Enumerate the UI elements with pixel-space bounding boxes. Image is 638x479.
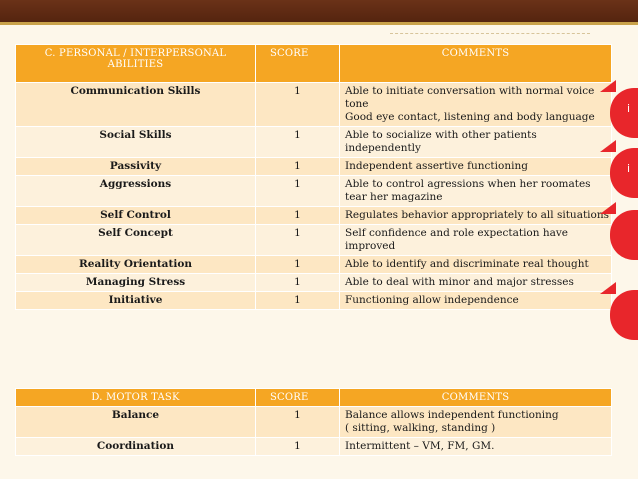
ability-cell: Reality Orientation xyxy=(16,256,256,274)
score-cell: 1 xyxy=(256,127,340,158)
comment-line: improved xyxy=(345,240,396,252)
table-row xyxy=(16,225,612,256)
comments-cell xyxy=(340,83,612,127)
score-cell: 1 xyxy=(256,158,340,176)
table-row xyxy=(16,83,612,127)
column-header-comments: COMMENTS xyxy=(340,389,612,407)
comments-cell xyxy=(340,127,612,158)
table-header-row xyxy=(16,389,612,407)
table-row xyxy=(16,292,612,310)
comment-line: tone xyxy=(345,98,369,110)
column-header-comments: COMMENTS xyxy=(340,45,612,83)
ability-cell: Passivity xyxy=(16,158,256,176)
callout-pointer xyxy=(600,140,616,152)
table-row xyxy=(16,256,612,274)
column-header-ability: C. PERSONAL / INTERPERSONAL ABILITIES xyxy=(16,45,256,83)
comment-line: Able to initiate conversation with normal voice xyxy=(345,85,595,97)
comments-cell xyxy=(340,207,612,225)
score-cell: 1 xyxy=(256,292,340,310)
column-header-ability: D. MOTOR TASK xyxy=(16,389,256,407)
score-cell: 1 xyxy=(256,176,340,207)
ability-cell: Initiative xyxy=(16,292,256,310)
comment-line: Able to control agressions when her roomates xyxy=(345,178,591,190)
table-row xyxy=(16,127,612,158)
score-cell: 1 xyxy=(256,225,340,256)
callout-pointer xyxy=(600,80,616,92)
comment-callout[interactable] xyxy=(610,290,638,340)
comment-line: Self confidence and role expectation have xyxy=(345,227,569,239)
comment-line: tear her magazine xyxy=(345,191,443,203)
comments-cell xyxy=(340,407,612,438)
table-row xyxy=(16,158,612,176)
ability-cell: Communication Skills xyxy=(16,83,256,127)
comment-line: Functioning allow independence xyxy=(345,294,519,306)
comment-line: Able to deal with minor and major stresses xyxy=(345,276,574,288)
ability-cell: Managing Stress xyxy=(16,274,256,292)
ability-cell: Self Concept xyxy=(16,225,256,256)
callout-text: i xyxy=(627,162,631,175)
table-row xyxy=(16,438,612,456)
comments-cell xyxy=(340,256,612,274)
comments-cell xyxy=(340,274,612,292)
column-header-score: SCORE xyxy=(256,45,340,83)
comment-line: Balance allows independent functioning xyxy=(345,409,559,421)
table-row xyxy=(16,274,612,292)
motor-task-table xyxy=(15,388,612,456)
table-row xyxy=(16,176,612,207)
callout-pointer xyxy=(600,202,616,214)
ability-cell: Aggressions xyxy=(16,176,256,207)
ability-cell: Balance xyxy=(16,407,256,438)
comment-line: Regulates behavior appropriately to all situations xyxy=(345,209,610,221)
callout-pointer xyxy=(600,282,616,294)
comment-line: Able to socialize with other patients xyxy=(345,129,537,141)
comment-callout[interactable] xyxy=(610,210,638,260)
comment-line: Intermittent – VM, FM, GM. xyxy=(345,440,495,452)
comments-cell xyxy=(340,292,612,310)
comment-line: independently xyxy=(345,142,421,154)
callout-text: i xyxy=(627,102,631,115)
comment-line: Good eye contact, listening and body language xyxy=(345,111,595,123)
score-cell: 1 xyxy=(256,256,340,274)
comment-line: Able to identify and discriminate real thought xyxy=(345,258,589,270)
banner-accent-line xyxy=(0,22,638,25)
score-cell: 1 xyxy=(256,407,340,438)
table-row xyxy=(16,207,612,225)
comment-callout[interactable] xyxy=(610,148,638,198)
table-header-row xyxy=(16,45,612,83)
ability-cell: Self Control xyxy=(16,207,256,225)
ability-cell: Social Skills xyxy=(16,127,256,158)
ability-cell: Coordination xyxy=(16,438,256,456)
personal-interpersonal-table xyxy=(15,44,612,310)
top-banner xyxy=(0,0,638,22)
table-row xyxy=(16,407,612,438)
comment-callout[interactable] xyxy=(610,88,638,138)
comment-line: ( sitting, walking, standing ) xyxy=(345,422,496,434)
score-cell: 1 xyxy=(256,438,340,456)
comments-cell xyxy=(340,176,612,207)
column-header-score: SCORE xyxy=(256,389,340,407)
decorative-dashed-line xyxy=(390,33,590,34)
comments-cell xyxy=(340,438,612,456)
comments-cell xyxy=(340,158,612,176)
score-cell: 1 xyxy=(256,274,340,292)
score-cell: 1 xyxy=(256,83,340,127)
score-cell: 1 xyxy=(256,207,340,225)
comments-cell xyxy=(340,225,612,256)
comment-line: Independent assertive functioning xyxy=(345,160,528,172)
